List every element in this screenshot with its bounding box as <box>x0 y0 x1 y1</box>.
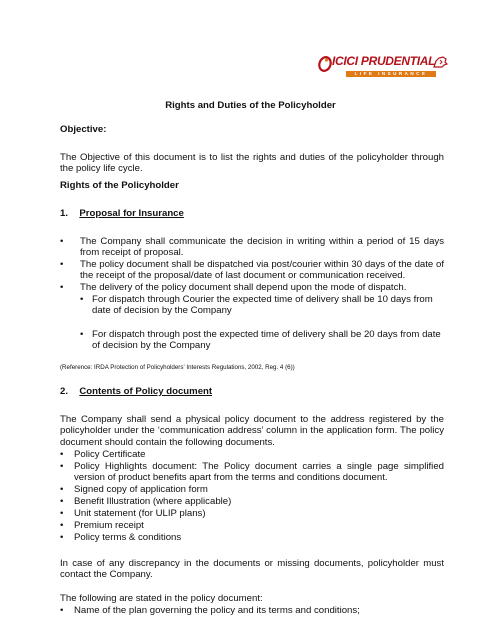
list-item: • Premium receipt <box>60 520 144 531</box>
objective-heading: Objective: <box>60 124 107 135</box>
bullet-icon: • <box>60 484 64 495</box>
page-title: Rights and Duties of the Policyholder <box>165 100 336 111</box>
list-item: • Signed copy of application form <box>60 484 208 495</box>
section-1-title: Proposal for Insurance <box>79 208 184 219</box>
section-2-title: Contents of Policy document <box>79 386 213 397</box>
list-item: • Unit statement (for ULIP plans) <box>60 508 206 519</box>
bullet-icon: • <box>60 236 64 247</box>
list-item: • Policy Certificate <box>60 449 146 460</box>
bullet-icon: • <box>60 520 64 531</box>
company-logo <box>318 54 454 82</box>
sub-list-item: • For dispatch through post the expected time of delivery shall be 20 days from date of decision by the Company <box>80 329 441 352</box>
bullet-icon: • <box>60 282 64 293</box>
section-1-heading <box>60 208 444 219</box>
section-2-number: 2. <box>60 386 69 397</box>
list-item: • The policy document shall be dispatched via post/courier within 30 days of the date of the receipt of the proposal/date of last document or communication received. <box>60 259 444 282</box>
icici-logo-mark-icon <box>318 56 332 72</box>
bullet-icon: • <box>60 605 64 616</box>
bullet-icon: • <box>60 259 64 270</box>
list-item: • Policy Highlights document: The Policy document carries a single page simplified version of product benefits apart from the terms and conditions document. <box>60 461 444 484</box>
rights-heading: Rights of the Policyholder <box>60 180 179 191</box>
objective-text: The Objective of this document is to list the rights and duties of the policyholder through the policy life cycle. <box>60 152 444 175</box>
stated-intro: The following are stated in the policy document: <box>60 593 263 604</box>
section-2-heading <box>60 386 444 397</box>
brand-tagline: LIFE INSURANCE <box>346 71 436 77</box>
bullet-icon: • <box>60 449 64 460</box>
list-item: • The Company shall communicate the decision in writing within a period of 15 days from receipt of proposal. <box>60 236 444 259</box>
bullet-icon: • <box>80 329 84 340</box>
brand-name: ICICI PRUDENTIAL <box>332 54 436 68</box>
regulation-reference: (Reference: IRDA Protection of Policyholders' Interests Regulations, 2002, Reg. 4 (6)) <box>60 364 295 371</box>
section-1-number: 1. <box>60 208 69 219</box>
discrepancy-note: In case of any discrepancy in the documents or missing documents, policyholder must contact the Company. <box>60 558 444 581</box>
list-item: • Name of the plan governing the policy and its terms and conditions; <box>60 605 360 616</box>
list-item: • Benefit Illustration (where applicable) <box>60 496 232 507</box>
bullet-icon: • <box>80 294 84 305</box>
bullet-icon: • <box>60 532 64 543</box>
lion-emblem-icon <box>432 55 448 69</box>
bullet-icon: • <box>60 496 64 507</box>
list-item: • The delivery of the policy document shall depend upon the mode of dispatch. <box>60 282 407 293</box>
bullet-icon: • <box>60 508 64 519</box>
section-2-intro: The Company shall send a physical policy document to the address registered by the policyholder under the ‘communication address’ column in the application form. The policy document should contain the following documents. <box>60 414 444 448</box>
bullet-icon: • <box>60 461 64 472</box>
list-item: • Policy terms & conditions <box>60 532 182 543</box>
sub-list-item: • For dispatch through Courier the expected time of delivery shall be 10 days from date of decision by the Company <box>80 294 433 317</box>
